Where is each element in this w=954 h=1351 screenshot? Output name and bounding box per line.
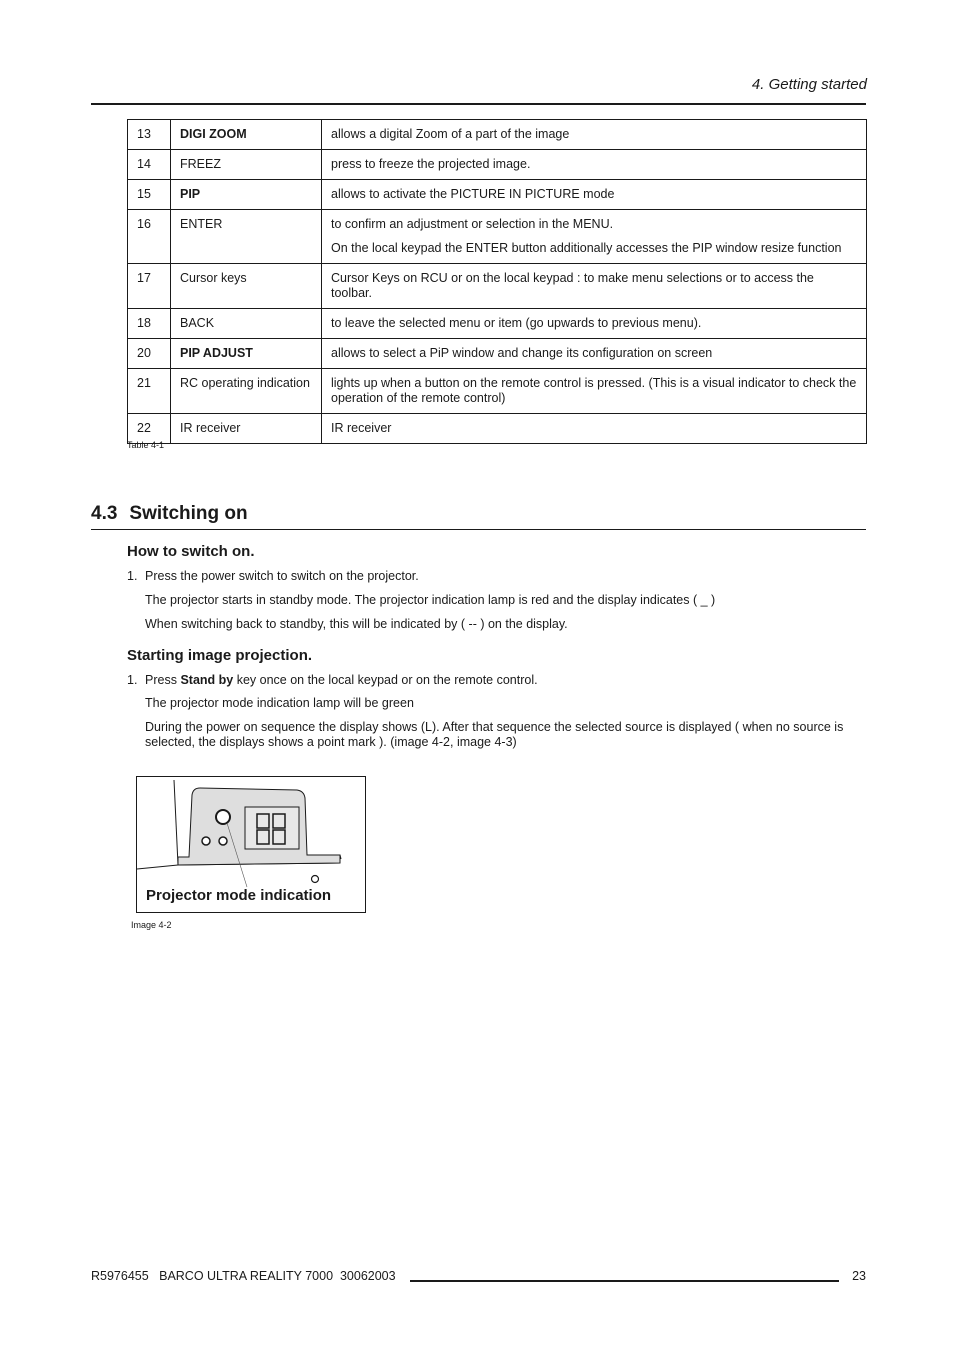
description-line: allows a digital Zoom of a part of the image [331, 127, 570, 141]
description-line: allows to select a PiP window and change its configuration on screen [331, 346, 713, 360]
table-row [128, 180, 867, 210]
key-description [322, 339, 867, 369]
key-name: BACK [171, 309, 322, 339]
description-line: Cursor Keys on RCU or on the local keypad : to make menu selections or to access the toolbar. [331, 271, 814, 300]
table-row [128, 210, 867, 264]
step-text: Press the power switch to switch on the projector. [145, 569, 419, 583]
key-name: Cursor keys [171, 264, 322, 309]
header-rule [91, 103, 866, 105]
row-number: 13 [128, 120, 171, 150]
page-number: 23 [852, 1269, 866, 1283]
subheading-starting-projection: Starting image projection. [127, 647, 313, 664]
standby-key-name: Stand by [180, 673, 234, 687]
note-text: The projector starts in standby mode. The projector indication lamp is red and the display indicates ( _ ) [145, 593, 716, 607]
row-number: 20 [128, 339, 171, 369]
row-number: 21 [128, 369, 171, 414]
description-line: On the local keypad the ENTER button additionally accesses the PIP window resize function [331, 241, 842, 255]
key-name: ENTER [171, 210, 322, 264]
step-text-prefix: Press [145, 673, 181, 687]
key-name: FREEZ [171, 150, 322, 180]
key-description [322, 120, 867, 150]
description-line: to confirm an adjustment or selection in the MENU. [331, 217, 614, 231]
row-number: 16 [128, 210, 171, 264]
key-description [322, 369, 867, 414]
key-description [322, 180, 867, 210]
figure-label: Projector mode indication [146, 887, 332, 904]
table-row [128, 264, 867, 309]
key-description [322, 414, 867, 444]
table-row [128, 414, 867, 444]
description-line: to leave the selected menu or item (go upwards to previous menu). [331, 316, 702, 330]
key-name: PIP [171, 180, 322, 210]
row-number: 22 [128, 414, 171, 444]
note-text: The projector mode indication lamp will be green [145, 696, 414, 710]
key-name: PIP ADJUST [171, 339, 322, 369]
row-number: 14 [128, 150, 171, 180]
projector-mode-figure [136, 776, 366, 913]
table-row [128, 339, 867, 369]
subheading-how-to-switch-on: How to switch on. [127, 543, 255, 560]
step-text [145, 673, 867, 688]
section-number: 4.3 [91, 503, 118, 524]
description-line: lights up when a button on the remote control is pressed. (This is a visual indicator to check the operation of the remote control) [331, 376, 857, 405]
section-title: Switching on [129, 503, 248, 524]
step-number: 1. [127, 673, 138, 687]
key-description [322, 150, 867, 180]
table-caption: Table 4-1 [127, 440, 165, 450]
image-caption: Image 4-2 [131, 920, 172, 930]
key-name: RC operating indication [171, 369, 322, 414]
footer-rule [410, 1280, 839, 1282]
key-function-table [127, 119, 867, 444]
description-line: IR receiver [331, 421, 392, 435]
row-number: 18 [128, 309, 171, 339]
section-heading [91, 503, 248, 525]
key-description [322, 264, 867, 309]
description-line: press to freeze the projected image. [331, 157, 531, 171]
footer-document-id: R5976455 BARCO ULTRA REALITY 7000 30062003 [91, 1269, 396, 1283]
key-description [322, 210, 867, 264]
chapter-title: 4. Getting started [751, 76, 867, 93]
description-line: allows to activate the PICTURE IN PICTURE mode [331, 187, 615, 201]
note-text: When switching back to standby, this will be indicated by ( -- ) on the display. [145, 617, 568, 631]
step-number: 1. [127, 569, 138, 583]
table-row [128, 309, 867, 339]
note-text: During the power on sequence the display shows (L). After that sequence the selected source is displayed ( when no source is selected, the displays shows a point mark ). (image 4-2, image 4-3) [145, 720, 844, 749]
key-name: DIGI ZOOM [171, 120, 322, 150]
table-row [128, 120, 867, 150]
row-number: 17 [128, 264, 171, 309]
key-description [322, 309, 867, 339]
table-row [128, 369, 867, 414]
step-text-suffix: key once on the local keypad or on the remote control. [233, 673, 538, 687]
row-number: 15 [128, 180, 171, 210]
table-row [128, 150, 867, 180]
section-rule [91, 529, 866, 530]
key-name: IR receiver [171, 414, 322, 444]
